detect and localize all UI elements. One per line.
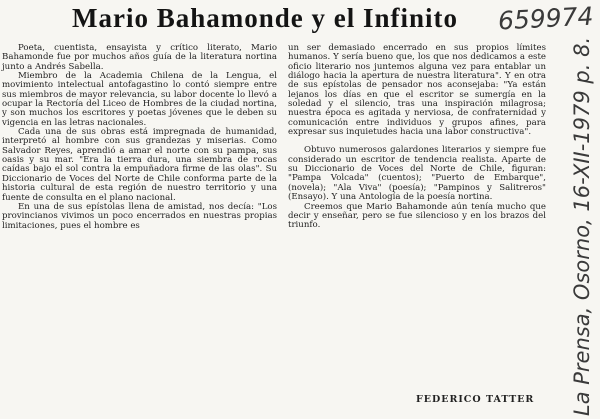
- handwritten-source-note: La Prensa, Osorno, 16-XII-1979 p. 8.: [570, 36, 594, 416]
- paragraph: Creemos que Mario Bahamonde aún tenía mucho que decir y enseñar, pero se fue silencioso y en los brazos del triunfo.: [288, 201, 546, 231]
- paragraph: Cada una de sus obras está impregnada de humanidad, interpretó al hombre con sus grandezas y miserias. Como Salvador Reyes, aprendió a amar el norte con su pampa, sus oasis y su mar. "Era la tierra dura, una siembra de rocas caídas bajo el sol contra la empuñadora firme de las olas". Su Diccionario de Voces del Norte de Chile conforma parte de la historia cultural de esta región de nuestro territorio y una fuente de consulta en el plano nacional.: [2, 127, 277, 203]
- author-signature: FEDERICO TATTER: [416, 394, 535, 405]
- paragraph: Miembro de la Academia Chilena de la Lengua, el movimiento intelectual antofagastino lo contó siempre entre sus miembros de mayor relevancia, su labor docente lo llevó a ocupar la Rectoría del Liceo de Hombres de la ciudad nortina, y son muchos los escritores y poetas jóvenes que le deben su vigencia en las letras nacionales.: [2, 71, 277, 128]
- paragraph: Poeta, cuentista, ensayista y crítico literato, Mario Bahamonde fue por muchos años guía de la literatura nortina junto a Andrés Sabella.: [2, 43, 277, 72]
- paragraph: un ser demasiado encerrado en sus propios límites humanos. Y sería bueno que, los que nos dedicamos a este oficio literario nos juntemos alguna vez para entablar un diálogo hacia la apertura de nuestra literatura". Y en otra de sus epístolas de pensador nos aconsejaba: "Ya están lejanos los días en que el escritor se sumergía en la soledad y el silencio, tras una inspiración milagrosa; nuestra época es agitada y nerviosa, de confraternidad y comunicación entre individuos y grupos afines, para expresar sus inquietudes hacia una labor constructiva".: [288, 43, 546, 138]
- paragraph: En una de sus epístolas llena de amistad, nos decía: "Los provincianos vivimos un poco encerrados en nuestras propias limitaciones, pues el hombre es: [2, 201, 277, 231]
- article-title: Mario Bahamonde y el Infinito: [72, 3, 459, 33]
- handwritten-reference-number: 659974: [497, 1, 595, 36]
- article-column-right: [288, 44, 546, 231]
- article-column-left: [2, 44, 277, 231]
- paragraph: Obtuvo numerosos galardones literarios y siempre fue considerado un escritor de tendencia realista. Aparte de su Diccionario de Voces del Norte de Chile, figuran: "Pampa Volcada" (cuentos); "Puerto de Embarque", (novela); "Ala Viva" (poesía); "Pampinos y Salitreros" (Ensayo). Y una Antología de la poesía nortina.: [288, 145, 546, 203]
